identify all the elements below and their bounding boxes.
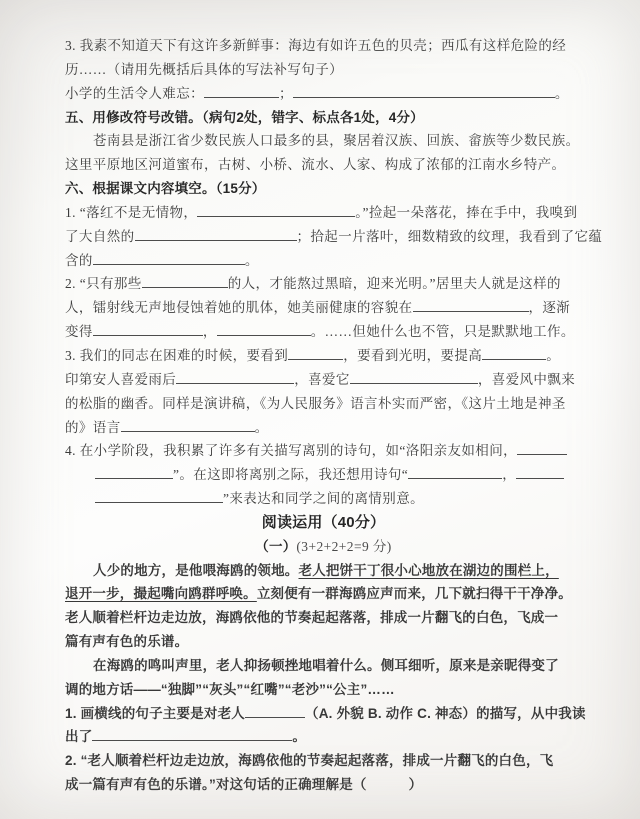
sec6-q2-text-g: 。……但她什么也不管，只是默默地工作。: [310, 324, 575, 340]
sec6-q4-text-b: ”。在这即将离别之际，我还想用诗句“: [173, 467, 409, 483]
q3-semicolon: ；: [279, 85, 293, 101]
sec6-q3-line1: [65, 344, 582, 368]
section-6-heading-text: 六、根据课文内容填空。（15分）: [65, 181, 266, 197]
reading-part-score: (3+2+2+2=9 分): [296, 538, 392, 554]
sec6-q1-text-c: 了大自然的: [65, 228, 135, 244]
sec6-q3-line4: [65, 416, 582, 440]
answer-blank: [135, 228, 297, 241]
q3-stem-line1: [65, 34, 582, 58]
reading-q1-text-c: 出了: [65, 729, 93, 745]
sec6-q2-line2: [65, 296, 582, 320]
passage-line5: [65, 654, 582, 678]
answer-blank: [350, 371, 478, 384]
sec6-q3-text-c: 。: [546, 347, 561, 363]
reading-q1-line2: [65, 725, 582, 749]
q3-text-2: 历……（请用先概括后具体的写法补写句子）: [65, 61, 343, 77]
reading-part-heading: [65, 535, 582, 559]
sec6-q1-line3: [65, 249, 582, 273]
sec6-q3-text-g: 的松脂的幽香。同样是演讲稿，《为人民服务》语言朴实而严密，《这片土地是神圣: [65, 395, 566, 411]
sec6-q4-line3: [65, 487, 582, 511]
answer-blank: [413, 299, 529, 312]
sec6-q4-text-a: 4. 在小学阶段，我积累了许多有关描写离别的诗句，如“洛阳亲友如相问，: [65, 443, 517, 459]
sec6-q1-line1: [65, 201, 582, 225]
underlined-sentence-part1: 老人把饼干丁很小心地放在湖边的围栏上，: [298, 562, 559, 578]
sec6-q1-text-f: 。: [244, 252, 259, 268]
passage-text-3: 老人顺着栏杆边走边放，海鸥依他的节奏起起落落，排成一片翻飞的白色，飞成一: [65, 610, 559, 626]
answer-blank: [204, 85, 279, 98]
sec6-q3-line2: [65, 368, 582, 392]
sec6-q2-line3: [65, 320, 582, 344]
q3-stem-line2: [65, 58, 582, 82]
answer-blank: [482, 347, 546, 360]
answer-blank: [288, 347, 343, 360]
reading-q2-text-c: ）: [408, 777, 423, 793]
sec6-q3-text-d: 印第安人喜爱雨后: [65, 371, 177, 387]
reading-title-text: 阅读运用（40分）: [261, 513, 386, 531]
answer-blank: [217, 323, 311, 336]
sec6-q4-line1: [65, 439, 582, 463]
choice-gap: [367, 788, 409, 789]
section-5-paragraph-line2: [65, 153, 582, 177]
q3-answer-line: [65, 82, 582, 106]
passage-line2: [65, 582, 582, 606]
sec6-q1-text-d: ；拾起一片落叶，细数精致的纹理，我看到了它蕴: [296, 228, 603, 244]
passage-text-6: 调的地方话——“独脚”“灰头”“红嘴”“老沙”“公主”……: [65, 681, 395, 697]
answer-blank: [517, 442, 567, 455]
sec6-q1-line2: [65, 225, 603, 249]
answer-blank: [93, 252, 245, 265]
sec6-q3-text-h: 的》语言: [65, 419, 121, 435]
sec6-q2-text-d: ，逐渐: [528, 300, 571, 316]
answer-blank: [516, 466, 564, 479]
sec6-q1-text-a: 1. “落红不是无情物，: [65, 204, 198, 220]
section-6-heading: [65, 177, 582, 201]
sec6-q3-text-f: ，喜爱风中飘来: [477, 371, 576, 387]
passage-line4: [65, 630, 582, 654]
sec6-q1-text-e: 含的: [65, 252, 93, 268]
sec6-q2-text-b: 的人，才能熬过黑暗，迎来光明。”居里夫人就是这样的: [227, 276, 561, 292]
passage-text-4: 篇有声有色的乐谱。: [65, 634, 189, 650]
reading-q1-text-d: 。: [292, 729, 307, 745]
sec6-q3-text-b: ，要看到光明，要提高: [343, 347, 483, 363]
sec6-q3-line3: [65, 392, 582, 416]
sec6-q3-text-e: ，喜爱它: [294, 371, 350, 387]
sec6-q1-text-b: 。”捡起一朵落花，捧在手中，我嗅到: [355, 204, 578, 220]
answer-blank: [95, 490, 223, 503]
reading-q2-text-a: 2. “老人顺着栏杆边走边放，海鸥依他的节奏起起落落，排成一片翻飞的白色，飞: [65, 753, 554, 769]
answer-blank: [92, 728, 292, 741]
section-5-text-2: 这里平原地区河道蜜布，古树、小桥、流水、人家、构成了浓郁的江南水乡特产。: [65, 157, 566, 173]
answer-blank: [408, 466, 502, 479]
reading-q2-line2: [65, 773, 582, 797]
section-5-text-1: 苍南县是浙江省少数民族人口最多的县，聚居着汉族、回族、畲族等少数民族。: [93, 133, 580, 149]
q3-text-1: 3. 我素不知道天下有这许多新鲜事：海边有如许五色的贝壳；西瓜有这样危险的经: [65, 38, 567, 53]
passage-line1: [65, 559, 582, 583]
answer-blank: [197, 204, 355, 217]
passage-line3: [65, 606, 582, 630]
reading-q1-text-a: 1. 画横线的句子主要是对老人: [65, 705, 246, 721]
sec6-q2-text-c: 人，镭射线无声地侵蚀着她的肌体，她美丽健康的容貌在: [65, 300, 413, 316]
reading-q1-line1: [65, 702, 586, 726]
answer-blank: [176, 371, 294, 384]
sec6-q2-text-a: 2. “只有那些: [65, 276, 142, 292]
reading-part-label: （一）: [255, 538, 297, 554]
sec6-q4-text-c: ，: [502, 467, 517, 483]
underlined-sentence-part2: 退开一步，撮起嘴向鸥群呼唤。: [65, 586, 257, 602]
section-5-paragraph-line1: [65, 129, 582, 153]
sec6-q3-text-i: 。: [254, 419, 269, 435]
section-5-heading-text: 五、用修改符号改错。（病句2处，错字、标点各1处，4分）: [65, 109, 424, 125]
reading-q2-line1: [65, 749, 582, 773]
passage-text-5: 在海鸥的鸣叫声里，老人抑扬顿挫地唱着什么。侧耳细听，原来是亲昵得变了: [93, 657, 559, 673]
answer-blank: [142, 275, 228, 288]
answer-blank: [293, 85, 555, 98]
passage-text-1a: 人少的地方，是他喂海鸥的领地。: [93, 562, 299, 578]
answer-blank: [245, 705, 305, 718]
passage-text-2b: 立刻便有一群海鸥应声而来，几下就扫得干干净净。: [256, 586, 572, 602]
q3-period: 。: [554, 85, 569, 101]
sec6-q3-text-a: 3. 我们的同志在困难的时候，要看到: [65, 347, 289, 363]
passage-line6: [65, 678, 582, 702]
sec6-q4-text-d: ”来表达和同学之间的离情别意。: [223, 491, 424, 507]
sec6-q4-line2: [65, 463, 582, 487]
sec6-q2-line1: [65, 272, 582, 296]
reading-section-title: [65, 511, 582, 535]
answer-blank: [93, 323, 203, 336]
answer-blank: [121, 419, 255, 432]
q3-text-3: 小学的生活令人难忘：: [65, 85, 204, 101]
section-5-heading: [65, 106, 582, 130]
reading-q2-text-b: 成一篇有声有色的乐谱。”对这句话的正确理解是（: [65, 777, 367, 793]
sec6-q2-text-e: 变得: [65, 324, 93, 340]
answer-blank: [95, 466, 173, 479]
sec6-q2-text-f: ，: [202, 324, 217, 340]
reading-q1-text-b: （A. 外貌 B. 动作 C. 神态）的描写，从中我读: [305, 705, 586, 721]
